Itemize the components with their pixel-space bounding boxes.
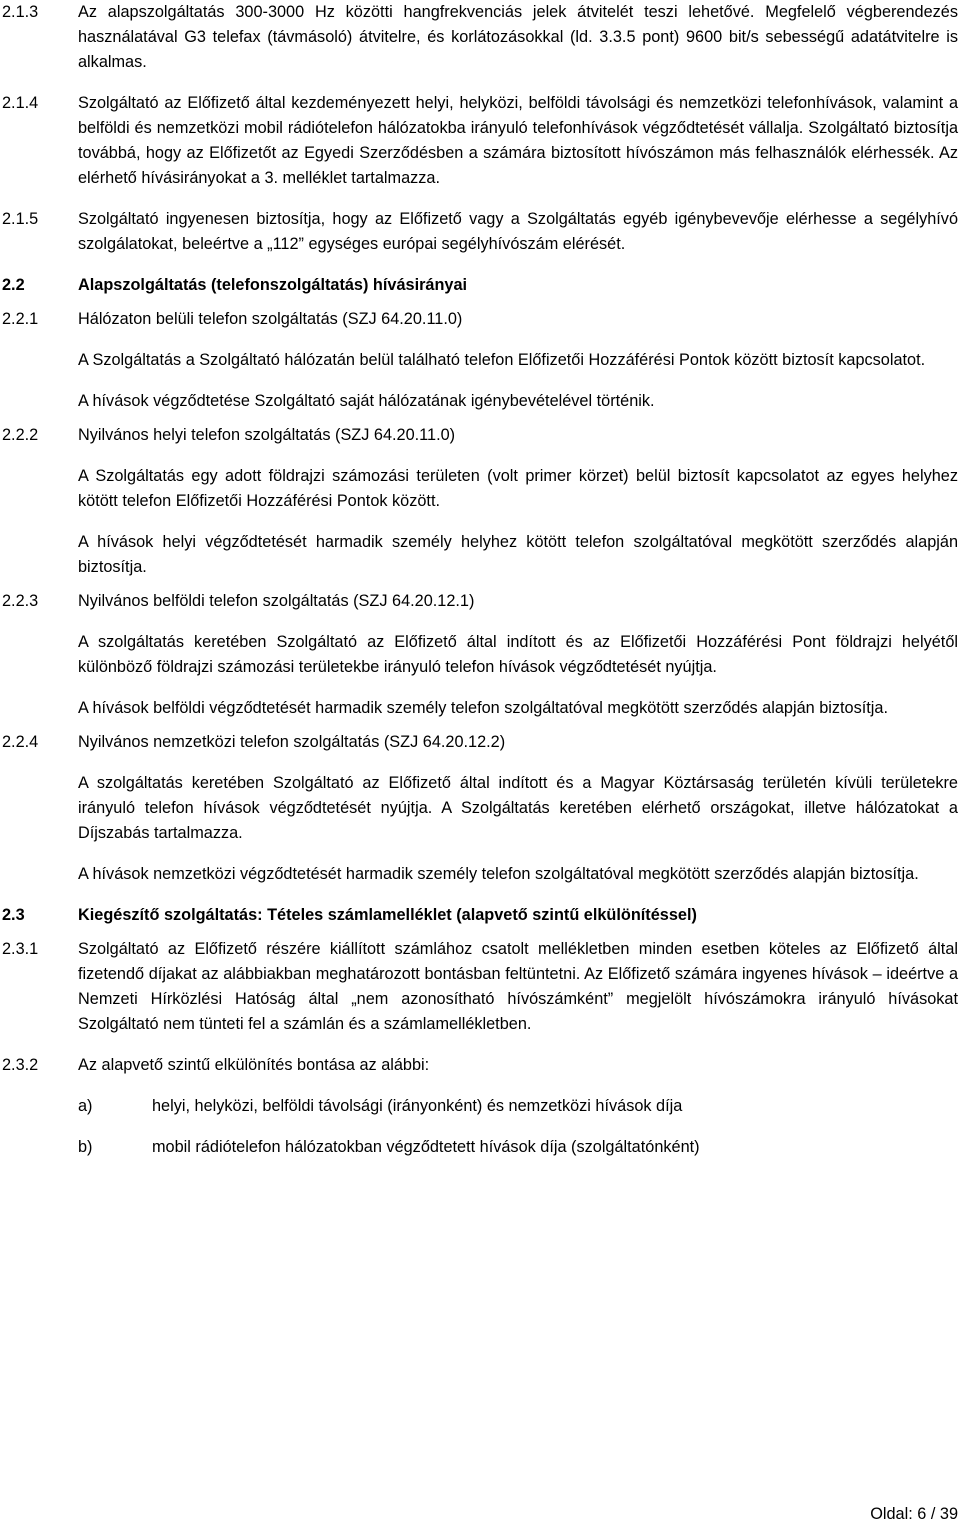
list-item-letter: a) bbox=[78, 1097, 93, 1115]
paragraph: A szolgáltatás keretében Szolgáltató az Előfizető által indított és az Előfizetői Hozzáférési Pont földrajzi helyétől különböző földrajzi számozási területekbe irányuló telefon hívások végződtetését nyújtja. bbox=[78, 633, 958, 676]
section-number: 2.2.4 bbox=[2, 733, 39, 751]
paragraph: A hívások nemzetközi végződtetését harmadik személy telefon szolgáltatóval megkötött szerződés alapján biztosítja. bbox=[78, 865, 919, 883]
section-2-1-3 bbox=[0, 0, 960, 75]
section-number: 2.2.3 bbox=[2, 592, 39, 610]
section-number: 2.3.2 bbox=[2, 1056, 39, 1074]
section-2-2-4-heading bbox=[0, 730, 960, 755]
section-2-3-1 bbox=[0, 937, 960, 1037]
section-title: Hálózaton belüli telefon szolgáltatás (SZJ 64.20.11.0) bbox=[78, 310, 463, 328]
section-title: Kiegészítő szolgáltatás: Tételes számlamelléklet (alapvető szintű elkülönítéssel) bbox=[78, 906, 697, 924]
section-title: Nyilvános belföldi telefon szolgáltatás (SZJ 64.20.12.1) bbox=[78, 592, 475, 610]
section-2-2-3-heading bbox=[0, 589, 960, 614]
list-item-text: helyi, helyközi, belföldi távolsági (irányonként) és nemzetközi hívások díja bbox=[152, 1097, 683, 1115]
section-text: Szolgáltató az Előfizető által kezdeményezett helyi, helyközi, belföldi távolsági és nemzetközi telefonhívások, valamint a belföldi és nemzetközi mobil rádiótelefon hálózatokba irányuló telefonhívások végződtetését vállalja. Szolgáltató biztosítja továbbá, hogy az Előfizetőt az Egyedi Szerződésben a számára biztosított hívószámon más felhasználók elérhessék. Az elérhető hívásirányokat a 3. melléklet tartalmazza. bbox=[78, 94, 958, 187]
section-number: 2.2.2 bbox=[2, 426, 39, 444]
paragraph: A hívások végződtetése Szolgáltató saját hálózatának igénybevételével történik. bbox=[78, 392, 655, 410]
page-number-footer: Oldal: 6 / 39 bbox=[870, 1505, 958, 1523]
list-item-letter: b) bbox=[78, 1138, 93, 1156]
section-number: 2.2 bbox=[2, 276, 25, 294]
list-item-text: mobil rádiótelefon hálózatokban végződtetett hívások díja (szolgáltatónként) bbox=[152, 1138, 700, 1156]
paragraph: A hívások helyi végződtetését harmadik személy helyhez kötött telefon szolgáltatóval megkötött szerződés alapján biztosítja. bbox=[78, 533, 958, 576]
list-item bbox=[0, 1135, 960, 1160]
section-title: Nyilvános nemzetközi telefon szolgáltatás (SZJ 64.20.12.2) bbox=[78, 733, 506, 751]
section-2-1-4 bbox=[0, 91, 960, 191]
section-heading-2-3 bbox=[0, 903, 960, 928]
list-item bbox=[0, 1094, 960, 1119]
section-number: 2.3 bbox=[2, 906, 25, 924]
section-2-2-1-heading bbox=[0, 307, 960, 332]
section-number: 2.1.4 bbox=[2, 94, 39, 112]
section-title: Alapszolgáltatás (telefonszolgáltatás) hívásirányai bbox=[78, 276, 468, 294]
section-2-2-2-heading bbox=[0, 423, 960, 448]
paragraph: A hívások belföldi végződtetését harmadik személy telefon szolgáltatóval megkötött szerződés alapján biztosítja. bbox=[78, 699, 888, 717]
section-number: 2.1.5 bbox=[2, 210, 39, 228]
section-text: Az alapvető szintű elkülönítés bontása az alábbi: bbox=[78, 1056, 430, 1074]
paragraph: A Szolgáltatás egy adott földrajzi számozási területen (volt primer körzet) belül biztosít kapcsolatot az egyes helyhez kötött telefon Előfizetői Hozzáférési Pontok között. bbox=[78, 467, 958, 510]
section-heading-2-2 bbox=[0, 273, 960, 298]
section-number: 2.2.1 bbox=[2, 310, 39, 328]
section-title: Nyilvános helyi telefon szolgáltatás (SZJ 64.20.11.0) bbox=[78, 426, 456, 444]
section-number: 2.3.1 bbox=[2, 940, 39, 958]
section-number: 2.1.3 bbox=[2, 3, 39, 21]
paragraph: A szolgáltatás keretében Szolgáltató az Előfizető által indított és a Magyar Köztársaság területén kívüli területekre irányuló telefon hívások végződtetését nyújtja. A Szolgáltatás keretében elérhető országokat, illetve hálózatokat a Díjszabás tartalmazza. bbox=[78, 774, 958, 842]
section-2-1-5 bbox=[0, 207, 960, 257]
paragraph: A Szolgáltatás a Szolgáltató hálózatán belül található telefon Előfizetői Hozzáférési Pontok között biztosít kapcsolatot. bbox=[78, 351, 926, 369]
section-text: Szolgáltató ingyenesen biztosítja, hogy az Előfizető vagy a Szolgáltatás egyéb igénybevevője elérhesse a segélyhívó szolgálatokat, beleértve a „112” egységes európai segélyhívószám elérését. bbox=[78, 210, 958, 253]
section-2-3-2 bbox=[0, 1053, 960, 1078]
section-text: Szolgáltató az Előfizető részére kiállított számlához csatolt mellékletben minden esetben köteles az Előfizető által fizetendő díjakat az alábbiakban meghatározott bontásban feltüntetni. Az Előfizető számára ingyenes hívások – ideértve a Nemzeti Hírközlési Hatóság által „nem azonosítható hívószámként” megjelölt hívószámokra irányuló hívásokat Szolgáltató nem tünteti fel a számlán és a számlamellékletben. bbox=[78, 940, 958, 1033]
section-text: Az alapszolgáltatás 300-3000 Hz közötti hangfrekvenciás jelek átvitelét teszi lehetővé. Megfelelő végberendezés használatával G3 telefax (távmásoló) átvitelre, és korlátozásokkal (ld. 3.3.5 pont) 9600 bit/s sebességű adatátvitelre is alkalmas. bbox=[78, 3, 958, 71]
